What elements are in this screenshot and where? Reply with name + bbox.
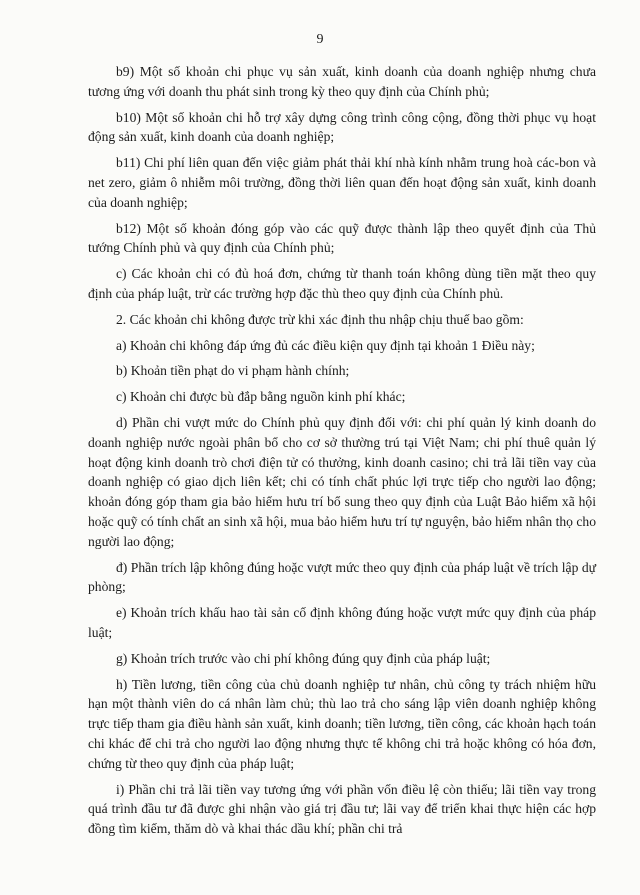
paragraph: đ) Phần trích lập không đúng hoặc vượt mức theo quy định của pháp luật về trích lập dự phòng;: [88, 559, 596, 595]
paragraph: b11) Chi phí liên quan đến việc giảm phát thải khí nhà kính nhằm trung hoà các-bon và net zero, giảm ô nhiễm môi trường, đồng thời liên quan đến hoạt động sản xuất, kinh doanh của doanh nghiệp;: [88, 155, 596, 210]
paragraph: i) Phần chi trả lãi tiền vay tương ứng với phần vốn điều lệ còn thiếu; lãi tiền vay trong quá trình đầu tư đã được ghi nhận vào giá trị đầu tư; lãi vay để triển khai thực hiện các hợp đồng tìm kiếm, thăm dò và khai thác dầu khí; phần chi trả: [88, 781, 596, 837]
page-number: 9: [316, 32, 324, 47]
paragraph: b10) Một số khoản chi hỗ trợ xây dựng công trình công cộng, đồng thời phục vụ hoạt động sản xuất, kinh doanh của doanh nghiệp;: [88, 109, 596, 145]
paragraph: b12) Một số khoản đóng góp vào các quỹ được thành lập theo quyết định của Thủ tướng Chính phủ và quy định của Chính phủ;: [88, 220, 596, 256]
paragraph: g) Khoản trích trước vào chi phí không đúng quy định của pháp luật;: [116, 650, 491, 666]
paragraph: h) Tiền lương, tiền công của chủ doanh nghiệp tư nhân, chủ công ty trách nhiệm hữu hạn một thành viên do cá nhân làm chủ; thù lao trả cho sáng lập viên doanh nghiệp không trực tiếp tham gia điều hành sản xuất, kinh doanh; tiền lương, tiền công, các khoản hạch toán chi khác để chi trả cho người lao động nhưng thực tế không chi trả hoặc không có hóa đơn, chứng từ theo quy định của pháp luật;: [88, 676, 596, 771]
paragraph: a) Khoản chi không đáp ứng đủ các điều kiện quy định tại khoản 1 Điều này;: [116, 337, 535, 353]
paragraph: e) Khoản trích khấu hao tài sản cố định không đúng hoặc vượt mức quy định của pháp luật;: [88, 605, 596, 640]
paragraph: b9) Một số khoản chi phục vụ sản xuất, kinh doanh của doanh nghiệp nhưng chưa tương ứng với doanh thu phát sinh trong kỳ theo quy định của Chính phủ;: [88, 64, 596, 99]
paragraph: c) Các khoản chi có đủ hoá đơn, chứng từ thanh toán không dùng tiền mặt theo quy định của pháp luật, trừ các trường hợp đặc thù theo quy định của Chính phủ.: [88, 266, 596, 301]
paragraph: c) Khoản chi được bù đắp bằng nguồn kinh phí khác;: [116, 389, 406, 405]
document-body: [88, 62, 596, 845]
paragraph: d) Phần chi vượt mức do Chính phủ quy định đối với: chi phí quản lý kinh doanh do doanh nghiệp nước ngoài phân bổ cho cơ sở thường trú tại Việt Nam; chi phí thuê quản lý hoạt động kinh doanh trò chơi điện tử có thưởng, kinh doanh casino; chi trả lãi tiền vay của doanh nghiệp có giao dịch liên kết; chi có tính chất phúc lợi trực tiếp cho người lao động; khoản đóng góp tham gia bảo hiểm hưu trí bổ sung theo quy định của Luật Bảo hiểm xã hội hoặc quỹ có tính chất an sinh xã hội, mua bảo hiểm hưu trí tự nguyện, bảo hiểm nhân thọ cho người lao động;: [88, 414, 596, 549]
paragraph: b) Khoản tiền phạt do vi phạm hành chính;: [116, 363, 350, 379]
paragraph: 2. Các khoản chi không được trừ khi xác định thu nhập chịu thuế bao gồm:: [116, 311, 524, 327]
